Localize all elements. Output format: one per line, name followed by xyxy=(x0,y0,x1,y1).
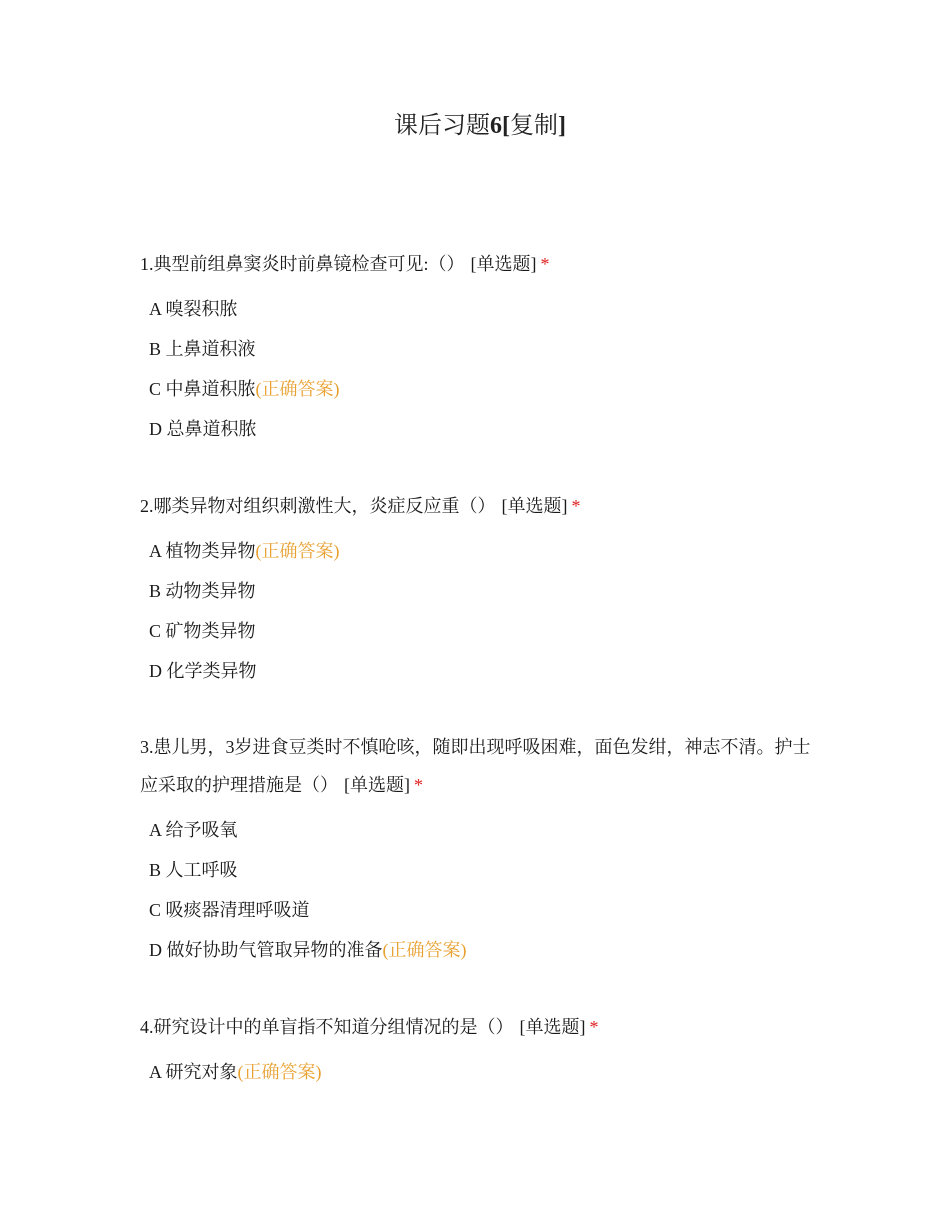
question-2 xyxy=(140,487,820,691)
question-text: 3.患儿男，3岁进食豆类时不慎呛咳，随即出现呼吸困难，面色发绀，神志不清。护士应采取的护理措施是（） xyxy=(140,737,811,795)
option-d[interactable] xyxy=(140,651,820,691)
required-marker: * xyxy=(414,775,423,795)
title-suffix: ] xyxy=(558,113,566,139)
correct-answer-tag: (正确答案) xyxy=(382,940,467,960)
option-text: D 做好协助气管取异物的准备 xyxy=(149,940,383,960)
question-stem xyxy=(140,1008,820,1046)
option-b[interactable] xyxy=(140,329,820,369)
option-d[interactable] xyxy=(140,930,820,970)
option-text: A 给予吸氧 xyxy=(149,820,238,840)
option-list xyxy=(140,810,820,970)
question-stem xyxy=(140,487,820,525)
question-text: 2.哪类异物对组织刺激性大，炎症反应重（） xyxy=(140,496,496,516)
option-text: C 中鼻道积脓 xyxy=(149,379,256,399)
option-a[interactable] xyxy=(140,531,820,571)
title-prefix: 课后习题 xyxy=(394,113,490,139)
option-d[interactable] xyxy=(140,409,820,449)
required-marker: * xyxy=(540,254,550,274)
correct-answer-tag: (正确答案) xyxy=(255,541,340,561)
option-c[interactable] xyxy=(140,611,820,651)
option-text: A 研究对象 xyxy=(149,1062,238,1082)
option-c[interactable] xyxy=(140,890,820,930)
option-b[interactable] xyxy=(140,571,820,611)
option-text: B 上鼻道积液 xyxy=(149,339,256,359)
option-list xyxy=(140,1052,820,1092)
option-a[interactable] xyxy=(140,810,820,850)
option-text: B 人工呼吸 xyxy=(149,860,238,880)
option-a[interactable] xyxy=(140,289,820,329)
question-text: 1.典型前组鼻窦炎时前鼻镜检查可见:（） xyxy=(140,254,465,274)
question-stem xyxy=(140,728,820,804)
question-type: [单选题] xyxy=(344,775,410,795)
option-c[interactable] xyxy=(140,369,820,409)
title-middle: 复制 xyxy=(510,113,558,139)
question-1 xyxy=(140,245,820,449)
question-text: 4.研究设计中的单盲指不知道分组情况的是（） xyxy=(140,1017,514,1037)
option-b[interactable] xyxy=(140,850,820,890)
question-type: [单选题] xyxy=(501,496,568,516)
option-a[interactable] xyxy=(140,1052,820,1092)
page-title xyxy=(0,108,950,144)
title-number: 6[ xyxy=(490,113,510,139)
option-text: B 动物类异物 xyxy=(149,581,256,601)
option-text: C 矿物类异物 xyxy=(149,621,256,641)
option-text: A 植物类异物 xyxy=(149,541,256,561)
required-marker: * xyxy=(571,496,581,516)
correct-answer-tag: (正确答案) xyxy=(255,379,340,399)
option-text: D 化学类异物 xyxy=(149,661,257,681)
question-type: [单选题] xyxy=(519,1017,586,1037)
option-text: A 嗅裂积脓 xyxy=(149,299,238,319)
question-stem xyxy=(140,245,820,283)
option-text: D 总鼻道积脓 xyxy=(149,419,257,439)
question-3 xyxy=(140,728,820,970)
correct-answer-tag: (正确答案) xyxy=(237,1062,322,1082)
option-list xyxy=(140,289,820,449)
option-list xyxy=(140,531,820,691)
question-4 xyxy=(140,1008,820,1092)
option-text: C 吸痰器清理呼吸道 xyxy=(149,900,310,920)
question-type: [单选题] xyxy=(470,254,537,274)
required-marker: * xyxy=(589,1017,599,1037)
